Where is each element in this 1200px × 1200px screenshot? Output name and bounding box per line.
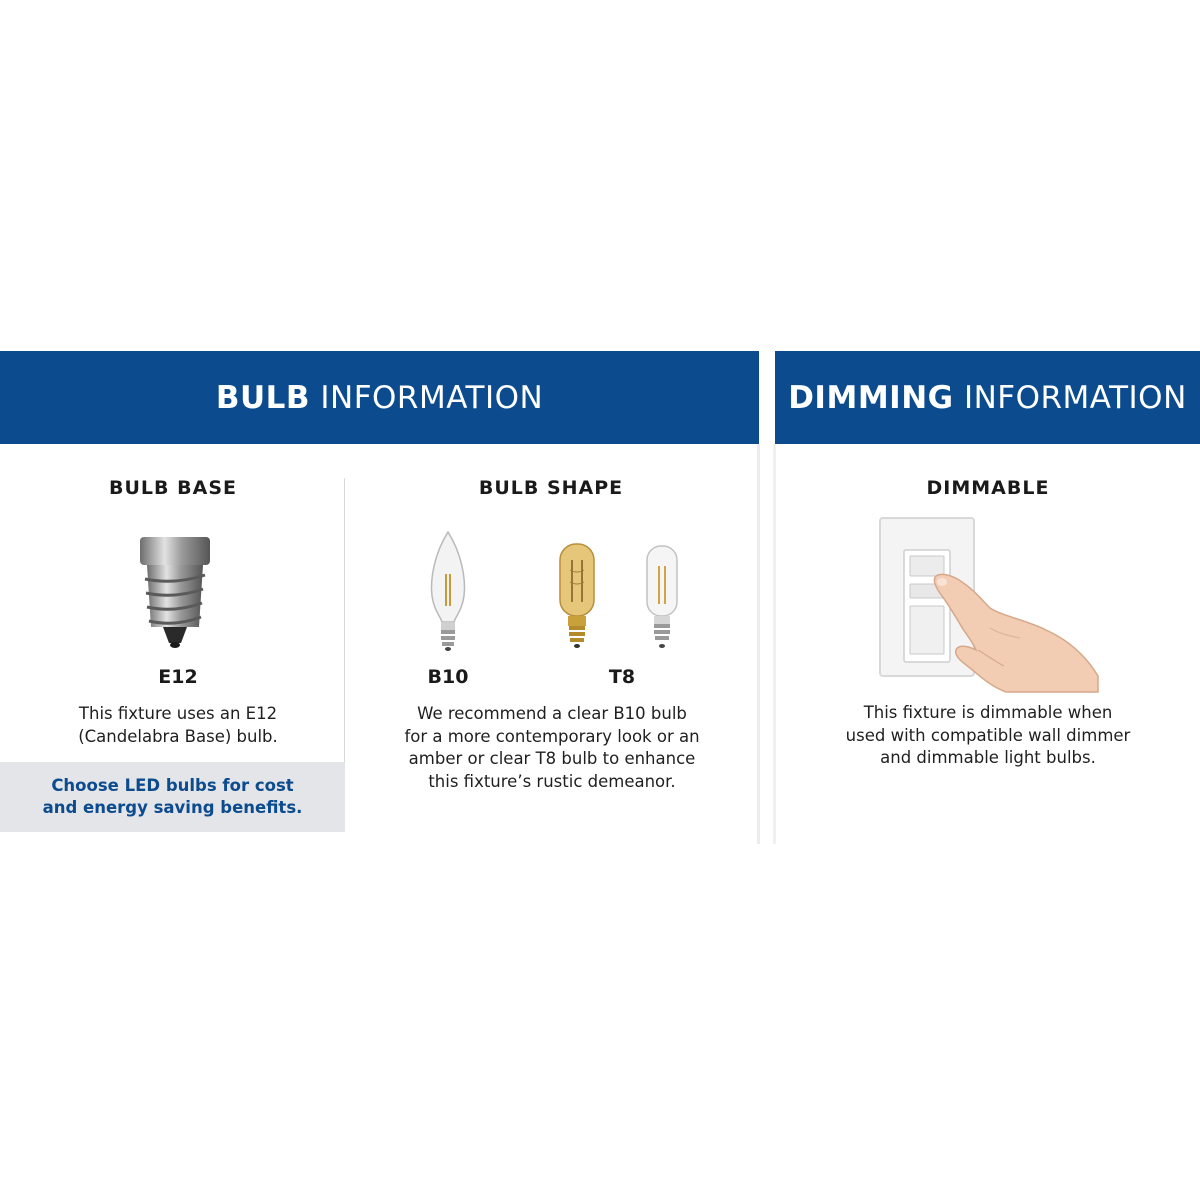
e12-bulb-base-icon [135, 535, 215, 650]
t8-amber-bulb-icon [552, 540, 602, 652]
bulb-base-desc-line: (Candelabra Base) bulb. [78, 726, 278, 746]
bulb-shape-desc-line: We recommend a clear B10 bulb [417, 704, 687, 723]
led-tip-line: Choose LED bulbs for cost [51, 775, 294, 795]
bulb-shape-desc-line: this fixture’s rustic demeanor. [428, 771, 676, 791]
led-tip-line: and energy saving benefits. [42, 798, 303, 817]
bulb-base-title: BULB BASE [109, 477, 237, 499]
bulb-base-desc-line: This fixture uses an E12 [78, 704, 278, 723]
wall-dimmer-switch-icon [878, 516, 1100, 692]
dimmable-desc-line: and dimmable light bulbs. [880, 748, 1096, 767]
bulb-shape-title: BULB SHAPE [478, 477, 624, 499]
dimmable-description [808, 702, 1168, 770]
b10-code: B10 [427, 666, 469, 688]
bulb-shape-desc-line: amber or clear T8 bulb to enhance [408, 749, 696, 768]
bulb-base-description [23, 703, 333, 748]
dimming-header-bold: DIMMING [788, 379, 954, 416]
bulb-header-rest: INFORMATION [320, 379, 544, 416]
b10-candle-bulb-icon [424, 530, 472, 652]
divider-panel-right [773, 444, 776, 844]
bulb-base-code: E12 [158, 666, 198, 688]
bulb-shape-desc-line: for a more contemporary look or an [404, 726, 700, 746]
dimming-header-rest: INFORMATION [963, 379, 1187, 416]
dimmable-desc-line: This fixture is dimmable when [863, 703, 1113, 722]
led-tip-box [0, 762, 345, 832]
divider-base-shape [344, 478, 345, 778]
dimming-information-header [775, 351, 1200, 444]
dimmable-desc-line: used with compatible wall dimmer [845, 725, 1131, 745]
t8-code: T8 [608, 666, 636, 688]
t8-clear-bulb-icon [641, 542, 683, 652]
bulb-information-header [0, 351, 759, 444]
bulb-shape-description [372, 703, 732, 793]
bulb-header-bold: BULB [215, 379, 310, 416]
divider-panel-left [757, 444, 760, 844]
dimmable-title: DIMMABLE [926, 477, 1050, 499]
